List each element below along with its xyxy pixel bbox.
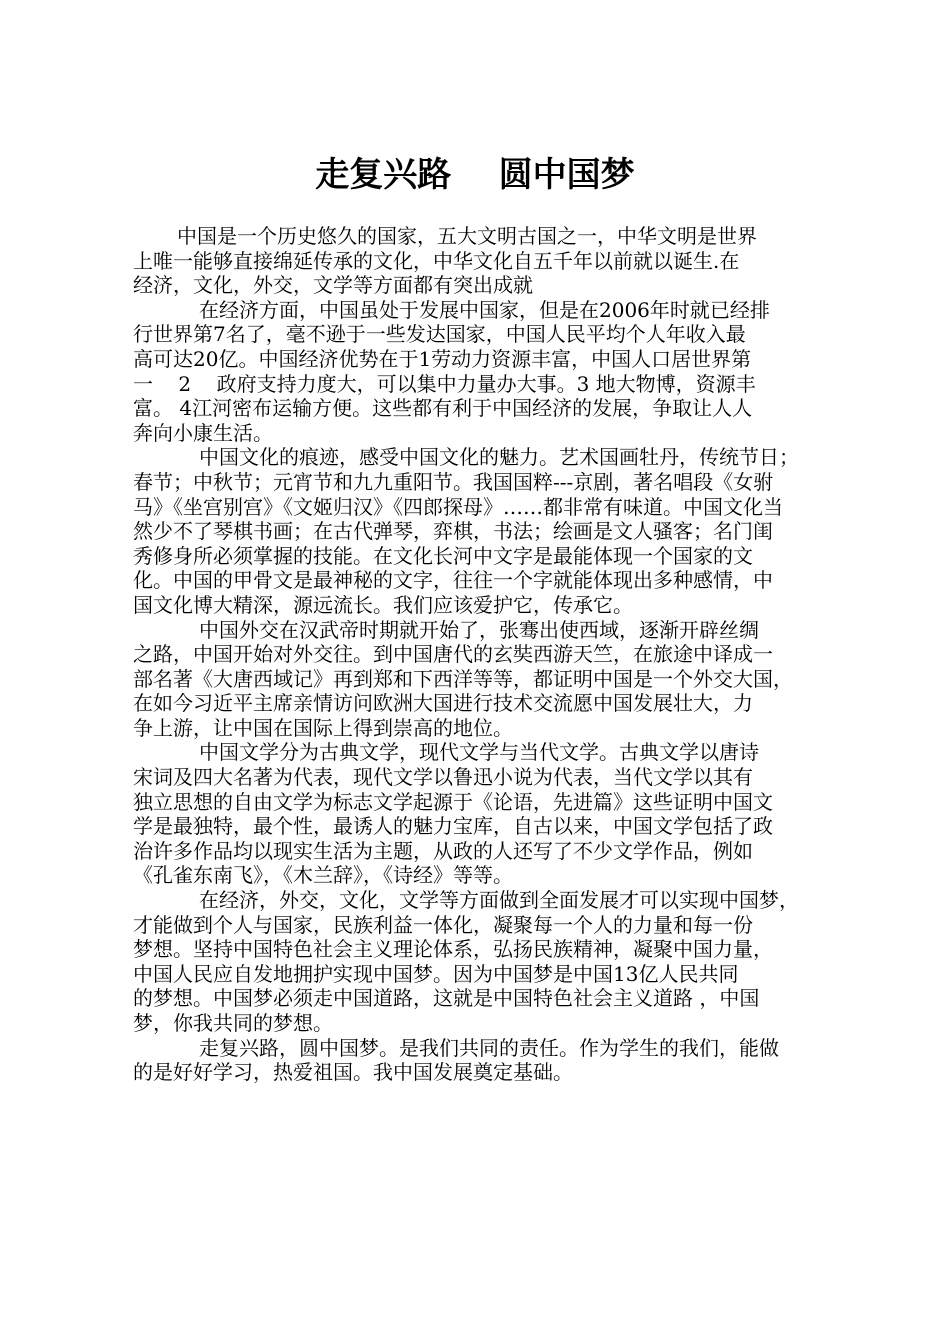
text-line: 梦想。坚持中国特色社会主义理论体系，弘扬民族精神，凝聚中国力量， bbox=[133, 937, 773, 962]
text-line: 的梦想。中国梦必须走中国道路，这就是中国特色社会主义道路 ，中国 bbox=[133, 986, 760, 1011]
text-line: 中国是一个历史悠久的国家，五大文明古国之一，中华文明是世界 bbox=[177, 224, 757, 248]
text-line: 梦，你我共同的梦想。 bbox=[133, 1011, 333, 1035]
text-line: 走复兴路，圆中国梦。是我们共同的责任。作为学生的我们，能做 bbox=[199, 1035, 779, 1060]
text-line: 上唯一能够直接绵延传承的文化，中华文化自五千年以前就以诞生.在 bbox=[133, 248, 740, 273]
text-line: 的是好好学习，热爱祖国。我中国发展奠定基础。 bbox=[133, 1060, 573, 1085]
text-line: 高可达20亿。中国经济优势在于1劳动力资源丰富，中国人口居世界第 bbox=[133, 346, 752, 371]
text-line: 《孔雀东南飞》，《木兰辞》，《诗经》等等。 bbox=[133, 863, 513, 888]
text-line: 富。 4江河密布运输方便。这些都有利于中国经济的发展，争取让人人 bbox=[133, 396, 753, 421]
text-line: 中国文学分为古典文学，现代文学与当代文学。古典文学以唐诗 bbox=[199, 740, 759, 765]
text-line: 然少不了琴棋书画；在古代弹琴，弈棋，书法；绘画是文人骚客；名门闺 bbox=[133, 519, 773, 544]
text-line: 行世界第7名了，毫不逊于一些发达国家，中国人民平均个人年收入最 bbox=[133, 322, 746, 347]
text-line: 一 2 政府支持力度大，可以集中力量办大事。3 地大物博，资源丰 bbox=[133, 371, 756, 396]
text-line: 秀修身所必须掌握的技能。在文化长河中文字是最能体现一个国家的文 bbox=[133, 543, 753, 568]
text-line: 国文化博大精深，源远流长。我们应该爱护它，传承它。 bbox=[133, 592, 633, 617]
text-line: 春节；中秋节；元宵节和九九重阳节。我国国粹---京剧，著名唱段《女驸 bbox=[133, 469, 774, 494]
text-line: 奔向小康生活。 bbox=[133, 420, 273, 445]
text-line: 之路，中国开始对外交往。到中国唐代的玄奘西游天竺，在旅途中译成一 bbox=[133, 642, 773, 667]
text-line: 化。中国的甲骨文是最神秘的文字，往往一个字就能体现出多种感情，中 bbox=[133, 568, 773, 593]
text-line: 经济，文化，外交，文学等方面都有突出成就 bbox=[133, 273, 533, 298]
text-line: 在经济方面，中国虽处于发展中国家，但是在2006年时就已经排 bbox=[199, 297, 770, 322]
text-line: 中国外交在汉武帝时期就开始了，张骞出使西域，逐渐开辟丝绸 bbox=[199, 617, 759, 642]
text-line: 中国文化的痕迹，感受中国文化的魅力。艺术国画牡丹，传统节日； bbox=[199, 445, 799, 470]
text-line: 中国人民应自发地拥护实现中国梦。因为中国梦是中国13亿人民共同 bbox=[133, 961, 739, 986]
document-body bbox=[133, 224, 823, 1085]
text-line: 争上游，让中国在国际上得到崇高的地位。 bbox=[133, 715, 513, 740]
document-title: 走复兴路 圆中国梦 bbox=[315, 155, 635, 195]
text-line: 在如今习近平主席亲情访问欧洲大国进行技术交流愿中国发展壮大，力 bbox=[133, 691, 753, 716]
text-line: 独立思想的自由文学为标志文学起源于《论语，先进篇》这些证明中国文 bbox=[133, 789, 773, 814]
text-line: 才能做到个人与国家，民族利益一体化，凝聚每一个人的力量和每一份 bbox=[133, 912, 753, 937]
text-line: 部名著《大唐西域记》再到郑和下西洋等等，都证明中国是一个外交大国， bbox=[133, 666, 793, 691]
text-line: 宋词及四大名著为代表，现代文学以鲁迅小说为代表，当代文学以其有 bbox=[133, 765, 753, 790]
text-line: 治许多作品均以现实生活为主题，从政的人还写了不少文学作品，例如 bbox=[133, 838, 753, 863]
text-line: 学是最独特，最个性，最诱人的魅力宝库，自古以来，中国文学包括了政 bbox=[133, 814, 773, 839]
text-line: 马》《坐宫别宫》《文姬归汉》《四郎探母》……都非常有味道。中国文化当 bbox=[133, 494, 783, 519]
text-line: 在经济，外交，文化，文学等方面做到全面发展才可以实现中国梦， bbox=[199, 888, 799, 913]
